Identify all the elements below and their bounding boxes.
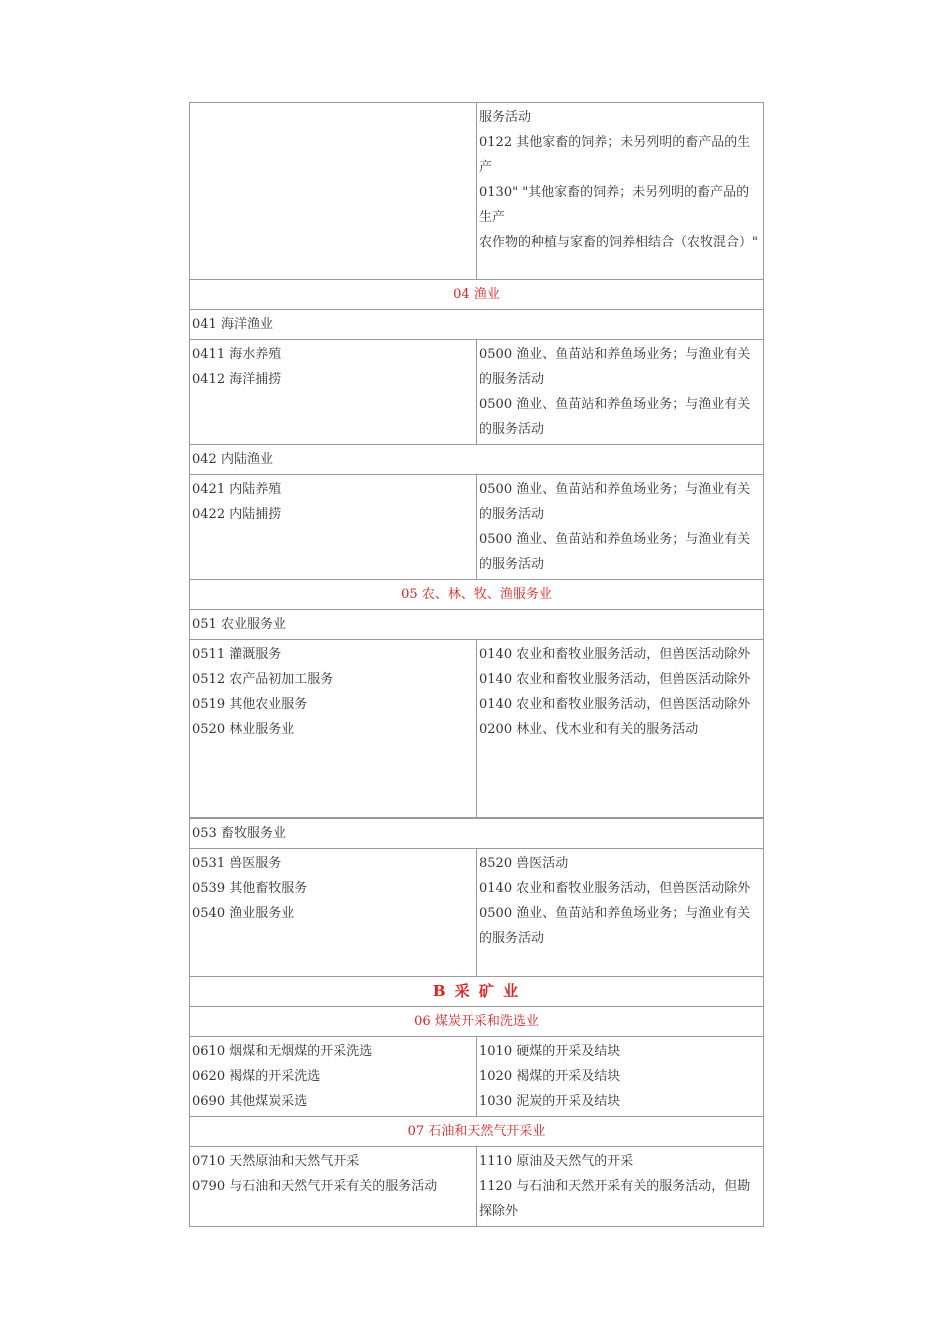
subsection-041: 041 海洋渔业 xyxy=(190,310,764,340)
section-heading-row xyxy=(190,977,764,1007)
cell-line: 1010 硬煤的开采及结块 xyxy=(479,1044,621,1059)
right-cell xyxy=(477,849,764,977)
section-heading-row xyxy=(190,280,764,310)
cell-line: 0690 其他煤炭采选 xyxy=(192,1094,308,1109)
cell-line: 0790 与石油和天然气开采有关的服务活动 xyxy=(192,1179,438,1194)
cell-line: 0422 内陆捕捞 xyxy=(192,507,282,522)
subsection-053: 053 畜牧服务业 xyxy=(190,818,764,849)
section-heading-row xyxy=(190,580,764,610)
cell-line: 0200 林业、伐木业和有关的服务活动 xyxy=(479,722,699,737)
section-heading-07: 07 石油和天然气开采业 xyxy=(190,1117,764,1147)
cell-line: 0511 灌溉服务 xyxy=(192,647,282,662)
left-cell xyxy=(190,1147,477,1227)
cell-line: 0130" "其他家畜的饲养；未另列明的畜产品的生产 xyxy=(479,185,750,225)
table-row xyxy=(190,103,764,280)
left-cell xyxy=(190,1037,477,1117)
cell-line: 0539 其他畜牧服务 xyxy=(192,881,308,896)
subsection-042: 042 内陆渔业 xyxy=(190,445,764,475)
cell-line: 0519 其他农业服务 xyxy=(192,697,308,712)
left-cell xyxy=(190,475,477,580)
section-heading-row xyxy=(190,1007,764,1037)
cell-line: 服务活动 xyxy=(479,110,532,125)
cell-line: 1120 与石油和天然开采有关的服务活动，但勘探除外 xyxy=(479,1179,751,1219)
cell-line: 0500 渔业、鱼苗站和养鱼场业务；与渔业有关的服务活动 xyxy=(479,397,751,437)
right-cell xyxy=(477,1147,764,1227)
table-row xyxy=(190,640,764,819)
cell-line: 0500 渔业、鱼苗站和养鱼场业务；与渔业有关的服务活动 xyxy=(479,347,751,387)
cell-line: 0520 林业服务业 xyxy=(192,722,295,737)
cell-line: 0140 农业和畜牧业服务活动，但兽医活动除外 xyxy=(479,881,751,896)
right-cell xyxy=(477,103,764,280)
cell-line: 0500 渔业、鱼苗站和养鱼场业务；与渔业有关的服务活动 xyxy=(479,906,751,946)
subsection-row xyxy=(190,818,764,849)
right-cell xyxy=(477,340,764,445)
right-cell xyxy=(477,640,764,819)
classification-table-page xyxy=(189,102,762,1227)
cell-line: 1020 褐煤的开采及结块 xyxy=(479,1069,621,1084)
section-heading-row xyxy=(190,1117,764,1147)
subsection-row xyxy=(190,445,764,475)
table-row xyxy=(190,1147,764,1227)
cell-line: 0412 海洋捕捞 xyxy=(192,372,282,387)
table-row xyxy=(190,1037,764,1117)
cell-line: 0411 海水养殖 xyxy=(192,347,282,362)
left-cell xyxy=(190,849,477,977)
left-cell xyxy=(190,340,477,445)
industry-code-table xyxy=(189,102,764,1227)
cell-line: 0610 烟煤和无烟煤的开采洗选 xyxy=(192,1044,373,1059)
section-heading-06: 06 煤炭开采和洗选业 xyxy=(190,1007,764,1037)
cell-line: 0122 其他家畜的饲养；未另列明的畜产品的生产 xyxy=(479,135,751,175)
section-heading-b-mining: B 采 矿 业 xyxy=(190,977,764,1007)
table-row xyxy=(190,849,764,977)
cell-line: 0140 农业和畜牧业服务活动，但兽医活动除外 xyxy=(479,647,751,662)
subsection-row xyxy=(190,610,764,640)
subsection-row xyxy=(190,310,764,340)
right-cell xyxy=(477,1037,764,1117)
cell-line: 0620 褐煤的开采洗选 xyxy=(192,1069,321,1084)
cell-line: 农作物的种植与家畜的饲养相结合（农牧混合）" xyxy=(479,235,758,250)
cell-line: 0500 渔业、鱼苗站和养鱼场业务；与渔业有关的服务活动 xyxy=(479,532,751,572)
cell-line: 0540 渔业服务业 xyxy=(192,906,295,921)
section-heading-05: 05 农、林、牧、渔服务业 xyxy=(190,580,764,610)
cell-line: 8520 兽医活动 xyxy=(479,856,569,871)
left-cell xyxy=(190,640,477,819)
cell-line: 1110 原油及天然气的开采 xyxy=(479,1154,634,1169)
left-cell xyxy=(190,103,477,280)
table-row xyxy=(190,475,764,580)
table-row xyxy=(190,340,764,445)
cell-line: 0500 渔业、鱼苗站和养鱼场业务；与渔业有关的服务活动 xyxy=(479,482,751,522)
cell-line: 0421 内陆养殖 xyxy=(192,482,282,497)
cell-line: 0140 农业和畜牧业服务活动，但兽医活动除外 xyxy=(479,697,751,712)
right-cell xyxy=(477,475,764,580)
cell-line: 0531 兽医服务 xyxy=(192,856,282,871)
cell-line: 0140 农业和畜牧业服务活动，但兽医活动除外 xyxy=(479,672,751,687)
cell-line: 0512 农产品初加工服务 xyxy=(192,672,334,687)
subsection-051: 051 农业服务业 xyxy=(190,610,764,640)
cell-line: 0710 天然原油和天然气开采 xyxy=(192,1154,360,1169)
section-heading-04: 04 渔业 xyxy=(190,280,764,310)
cell-line: 1030 泥炭的开采及结块 xyxy=(479,1094,621,1109)
